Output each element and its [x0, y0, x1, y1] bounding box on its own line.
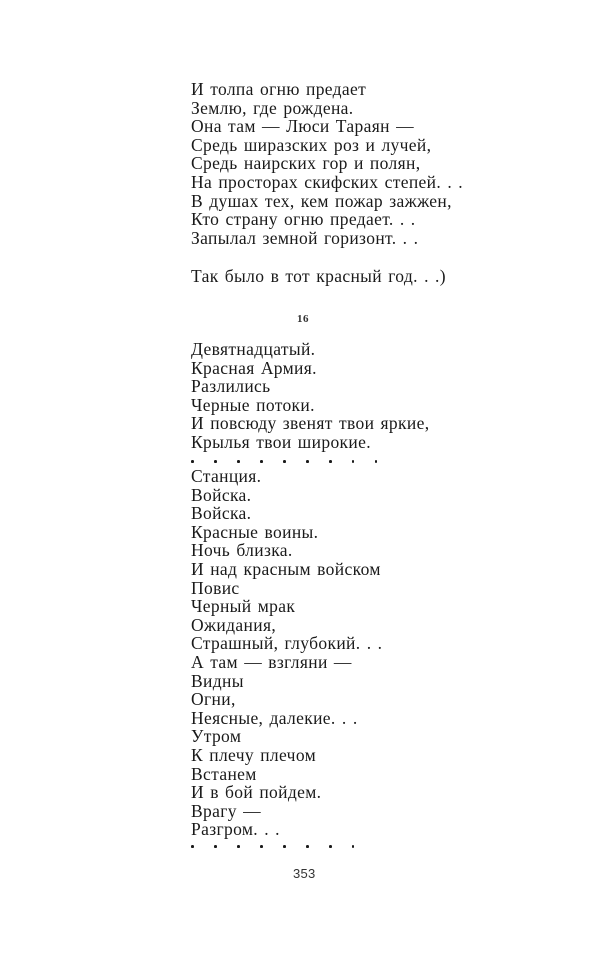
poem-line: Разгром. . . — [191, 819, 280, 840]
poem-line: И над красным войском — [191, 558, 381, 579]
dot — [352, 460, 355, 463]
poem-line: На просторах скифских степей. . . — [191, 171, 463, 192]
dot — [237, 460, 240, 463]
poem-line: И повсюду звенят твои яркие, — [191, 413, 430, 434]
dot — [329, 845, 332, 848]
stanza-3 — [191, 467, 382, 839]
poem-line: И в бой пойдем. — [191, 782, 322, 803]
dot — [260, 460, 263, 463]
poem-line: Землю, где рождена. — [191, 97, 354, 118]
poem-line: Кто страну огню предает. . . — [191, 209, 416, 230]
poem-line: Огни, — [191, 689, 236, 710]
poem-line: Утром — [191, 726, 242, 747]
poem-line: Красная Армия. — [191, 357, 317, 378]
poem-line: К плечу плечом — [191, 744, 317, 765]
poem-line: Войска. — [191, 503, 252, 524]
dot — [352, 845, 355, 848]
poem-line: Неясные, далекие. . . — [191, 707, 358, 728]
dot — [329, 460, 332, 463]
poem-line: А там — взгляни — — [191, 651, 352, 672]
poem-line: Встанем — [191, 763, 257, 784]
dot — [191, 845, 194, 848]
poem-line: Черные потоки. — [191, 394, 315, 415]
section-number: 16 — [297, 313, 309, 325]
poem-line: Страшный, глубокий. . . — [191, 633, 383, 654]
poem-line: Повис — [191, 577, 240, 598]
poem-line: В душах тех, кем пожар зажжен, — [191, 190, 452, 211]
stanza-2 — [191, 340, 429, 452]
poem-line: Ожидания, — [191, 614, 277, 635]
poem-line: Войска. — [191, 484, 252, 505]
poem-line: Средь ширазских роз и лучей, — [191, 134, 432, 155]
poem-line: Девятнадцатый. — [191, 339, 316, 359]
poem-line: Крылья твои широкие. — [191, 431, 371, 452]
dot — [191, 460, 194, 463]
dot — [283, 845, 286, 848]
dot — [214, 460, 217, 463]
ellipsis-separator — [191, 845, 375, 853]
poem-line: Она там — Люси Тараян — — [191, 116, 414, 137]
dot — [306, 845, 309, 848]
closing-line: Так было в тот красный год. . .) — [191, 266, 446, 286]
poem-line: Средь наирских гор и полян, — [191, 153, 421, 174]
dot — [214, 845, 217, 848]
poem-line: Видны — [191, 670, 244, 691]
poem-line: Станция. — [191, 466, 262, 486]
poem-line: Разлились — [191, 376, 271, 397]
poem-line: Красные воины. — [191, 521, 319, 542]
dot — [260, 845, 263, 848]
dot — [375, 460, 378, 463]
dot — [283, 460, 286, 463]
poem-line: Запылал земной горизонт. . . — [191, 227, 419, 248]
page-number: 353 — [293, 866, 316, 881]
poem-line: И толпа огню предает — [191, 79, 367, 99]
poem-line: Черный мрак — [191, 596, 296, 617]
dot — [306, 460, 309, 463]
dot — [237, 845, 240, 848]
poem-line: Врагу — — [191, 800, 261, 821]
poem-line: Ночь близка. — [191, 540, 293, 561]
stanza-1 — [191, 80, 463, 247]
